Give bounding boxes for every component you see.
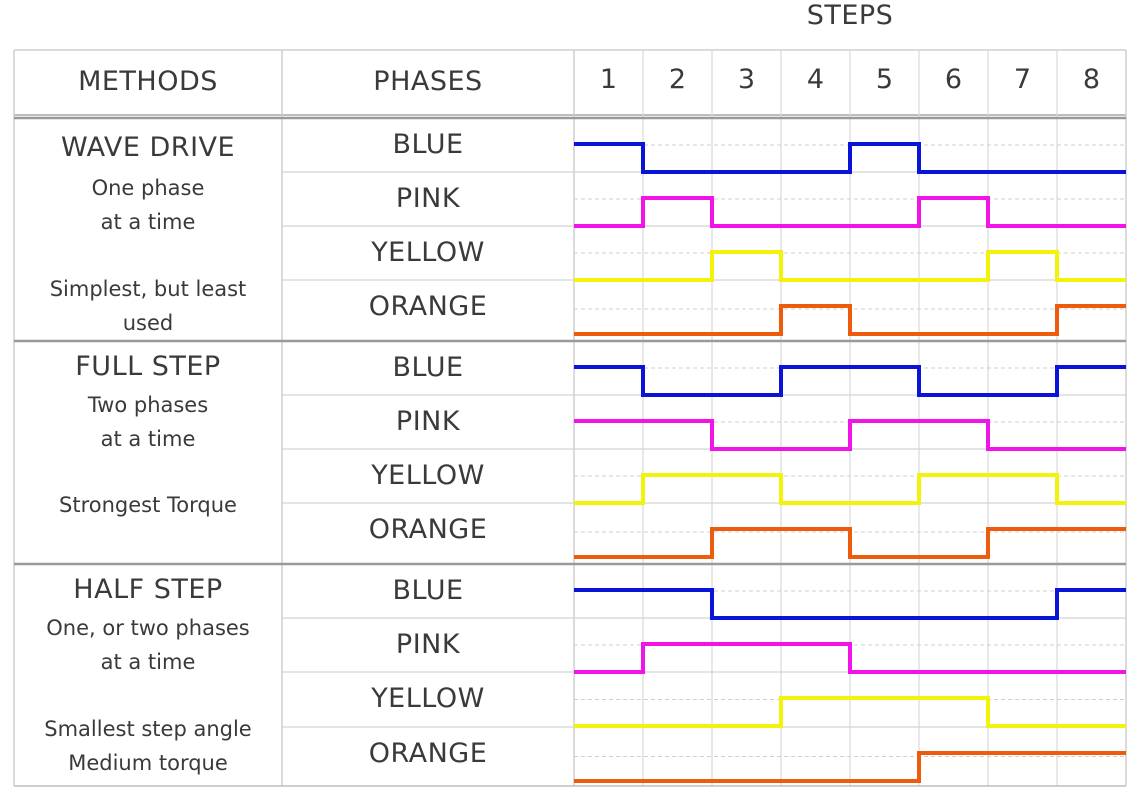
step-number-4: 4 — [806, 64, 825, 95]
phases-header: PHASES — [373, 66, 483, 97]
method-title: HALF STEP — [73, 574, 223, 605]
method-description-line: at a time — [100, 650, 196, 674]
phase-label-orange: ORANGE — [368, 514, 488, 545]
method-description-line: Two phases — [87, 393, 209, 417]
waveform-blue — [574, 144, 1126, 172]
phase-label-yellow: YELLOW — [371, 237, 485, 268]
step-number-2: 2 — [668, 64, 687, 95]
phase-label-blue: BLUE — [392, 129, 464, 160]
waveform-pink — [574, 421, 1126, 449]
waveform-orange — [574, 306, 1126, 334]
phase-label-orange: ORANGE — [368, 738, 488, 769]
phase-label-yellow: YELLOW — [371, 460, 485, 491]
steps-title: STEPS — [806, 0, 894, 31]
method-description-line: at a time — [100, 427, 196, 451]
step-number-5: 5 — [875, 64, 894, 95]
method-description-line: One, or two phases — [46, 616, 250, 640]
method-note-line: Medium torque — [68, 751, 228, 775]
phase-label-orange: ORANGE — [368, 291, 488, 322]
step-number-7: 7 — [1013, 64, 1032, 95]
step-number-8: 8 — [1082, 64, 1101, 95]
phase-label-pink: PINK — [395, 406, 461, 437]
method-half-step — [14, 564, 282, 786]
method-title: WAVE DRIVE — [60, 132, 236, 163]
phase-label-pink: PINK — [395, 183, 461, 214]
waveform-orange — [574, 529, 1126, 557]
method-note-line: Strongest Torque — [59, 493, 237, 517]
methods-header: METHODS — [78, 66, 218, 97]
method-title: FULL STEP — [75, 351, 221, 382]
method-full-step — [14, 341, 282, 561]
method-note-line: Simplest, but least — [49, 277, 247, 301]
phase-label-blue: BLUE — [392, 575, 464, 606]
method-note-line: used — [122, 311, 174, 335]
phase-label-yellow: YELLOW — [371, 683, 485, 714]
step-number-6: 6 — [944, 64, 963, 95]
step-number-3: 3 — [737, 64, 756, 95]
phase-label-blue: BLUE — [392, 352, 464, 383]
method-description-line: One phase — [91, 176, 205, 200]
waveform-pink — [574, 644, 1126, 672]
method-wave-drive — [14, 118, 282, 338]
method-note-line: Smallest step angle — [44, 717, 252, 741]
method-description-line: at a time — [100, 210, 196, 234]
phase-label-pink: PINK — [395, 629, 461, 660]
step-number-1: 1 — [599, 64, 618, 95]
